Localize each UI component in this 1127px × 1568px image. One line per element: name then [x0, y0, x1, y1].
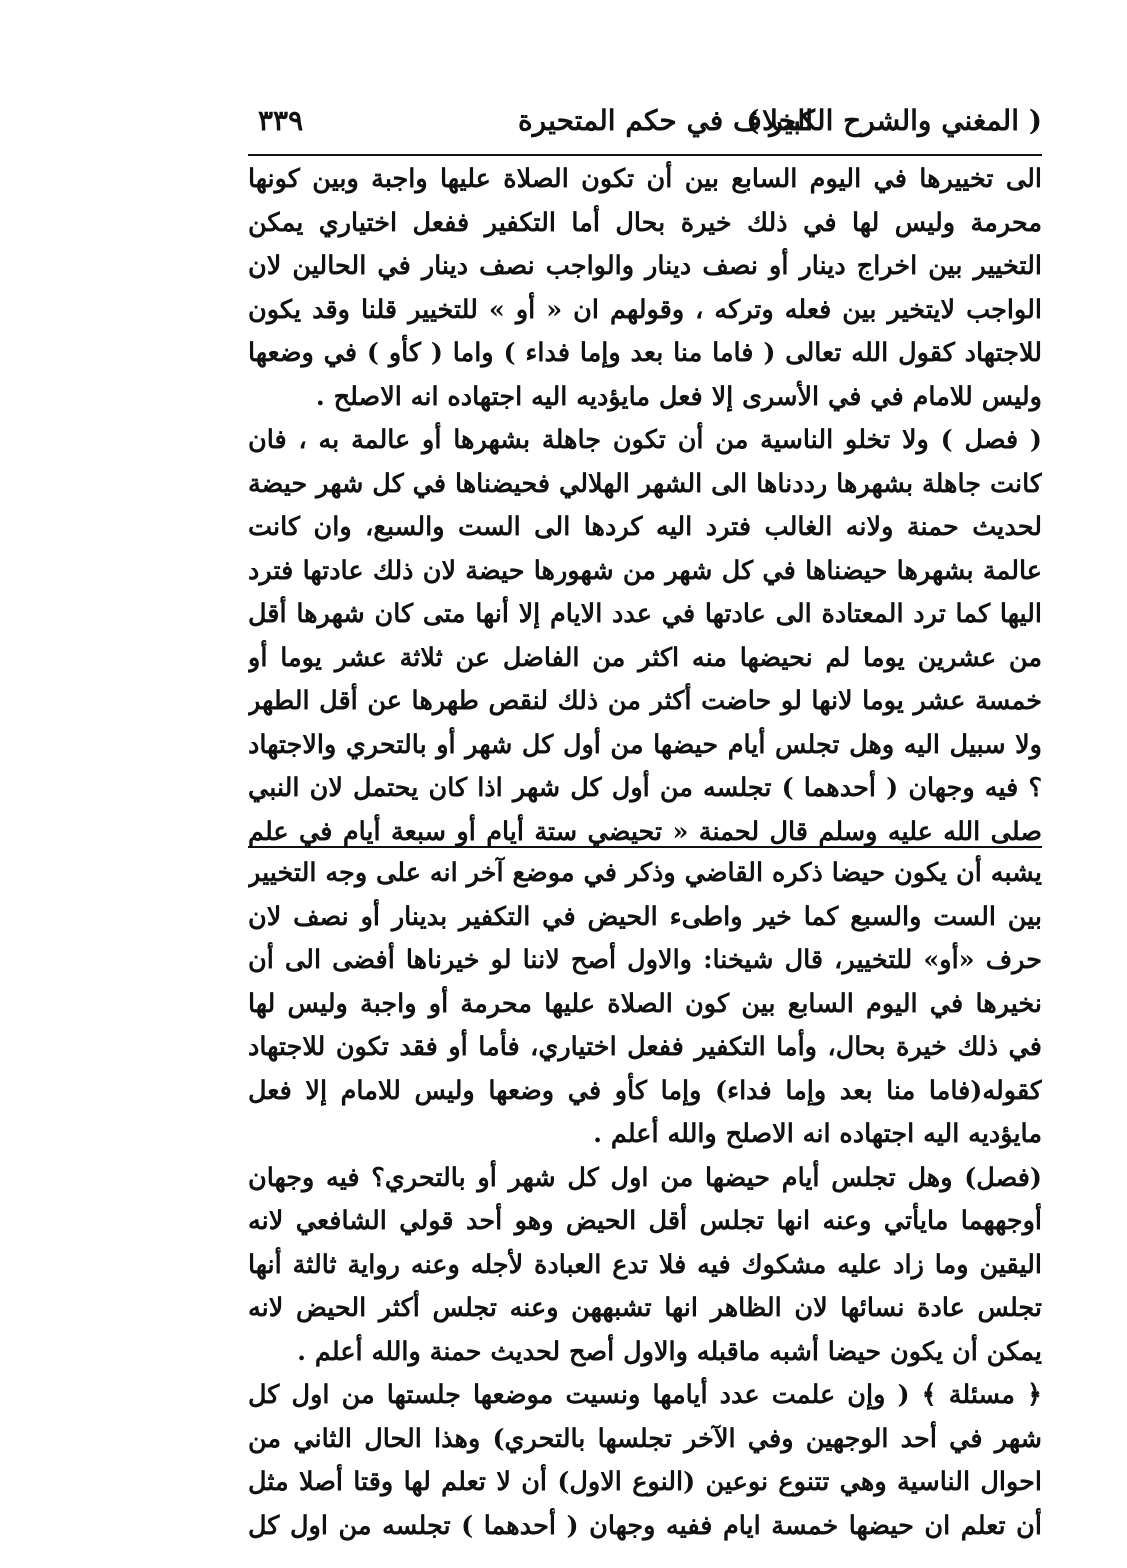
- book-title: ( المغني والشرح الكبير ): [746, 104, 1042, 137]
- page-number: ٣٣٩: [258, 104, 304, 137]
- commentary-paragraph: ﴿ مسئلة ﴾ ( وإن علمت عدد أيامها ونسيت موضعها جلستها من اول كل شهر في أحد الوجهين وفي الآخر تجلسها بالتحري) وهذا الحال الثاني من احوال الناسية وهي تتنوع نوعين (النوع الاول) أن لا تعلم لها وقتا أصلا مثل أن تعلم ان حيضها خمسة ايام ففيه وجهان ( أحدهما ) تجلسه من اول كل: [248, 1380, 1042, 1541]
- main-paragraph: ( فصل ) ولا تخلو الناسية من أن تكون جاهلة بشهرها أو عالمة به ، فان كانت جاهلة بشهرها رددناها الى الشهر الهلالي فحيضناها في كل شهر حيضة لحديث حمنة ولانه الغالب فترد اليه كردها الى الست والسبع، وان كانت عالمة بشهرها حيضناها في كل شهر من شهورها حيضة لان ذلك عادتها فترد اليها كما ترد المعتادة الى عادتها في عدد الايام إلا أنها متى كان شهرها أقل من عشرين يوما لم نحيضها منه اكثر من الفاضل عن ثلاثة عشر يوما أو خمسة عشر يوما لانها لو حاضت أكثر من ذلك لنقص طهرها عن أقل الطهر ولا سبيل اليه وهل تجلس أيام حيضها من أول كل شهر أو بالتحري والاجتهاد ؟ فيه وجهان ( أحدهما ) تجلسه من أول كل شهر اذا كان يحتمل لان النبي صلى الله عليه وسلم قال لحمنة « تحيضي ستة أيام أو سبعة أيام في علم: [248, 425, 1042, 847]
- commentary-paragraph: يشبه أن يكون حيضا ذكره القاضي وذكر في موضع آخر انه على وجه التخيير بين الست والسبع كما خير واطىء الحيض في التكفير بدينار أو نصف لان حرف «أو» للتخيير، قال شيخنا: والاول أصح لاننا لو خيرناها أفضى الى أن نخيرها في اليوم السابع بين كون الصلاة عليها محرمة أو واجبة وليس لها في ذلك خيرة بحال، وأما التكفير ففعل اختياري، فأما أو فقد تكون للاجتهاد كقوله(فاما منا بعد وإما فداء) وإما كأو في وضعها وليس للامام إلا فعل مايؤديه اليه اجتهاده انه الاصلح والله أعلم .: [248, 858, 1042, 1149]
- chapter-title: الخلاف في حكم المتحيرة: [518, 104, 814, 137]
- book-page: [248, 96, 1042, 1552]
- main-paragraph: الى تخييرها في اليوم السابع بين أن تكون الصلاة عليها واجبة وبين كونها محرمة وليس لها في ذلك خيرة بحال أما التكفير ففعل اختياري يمكن التخيير بين اخراج دينار أو نصف دينار والواجب نصف دينار في الحالين لان الواجب لايتخير بين فعله وتركه ، وقولهم ان « أو » للتخيير قلنا وقد يكون للاجتهاد كقول الله تعالى ( فاما منا بعد وإما فداء ) واما ( كأو ) في وضعها وليس للامام في في الأسرى إلا فعل مايؤديه اليه اجتهاده انه الاصلح .: [248, 164, 1042, 412]
- commentary-paragraph: (فصل) وهل تجلس أيام حيضها من اول كل شهر أو بالتحري؟ فيه وجهان أوجههما مايأتي وعنه انها تجلس أقل الحيض وهو أحد قولي الشافعي لانه اليقين وما زاد عليه مشكوك فيه فلا تدع العبادة لأجله وعنه رواية ثالثة أنها تجلس عادة نسائها لان الظاهر انها تشبههن وعنه تجلس أكثر الحيض لانه يمكن أن يكون حيضا أشبه ماقبله والاول أصح لحديث حمنة والله أعلم .: [248, 1162, 1042, 1367]
- page-header: [248, 96, 1042, 156]
- main-text: [248, 158, 1042, 848]
- commentary-text: [248, 852, 1042, 1552]
